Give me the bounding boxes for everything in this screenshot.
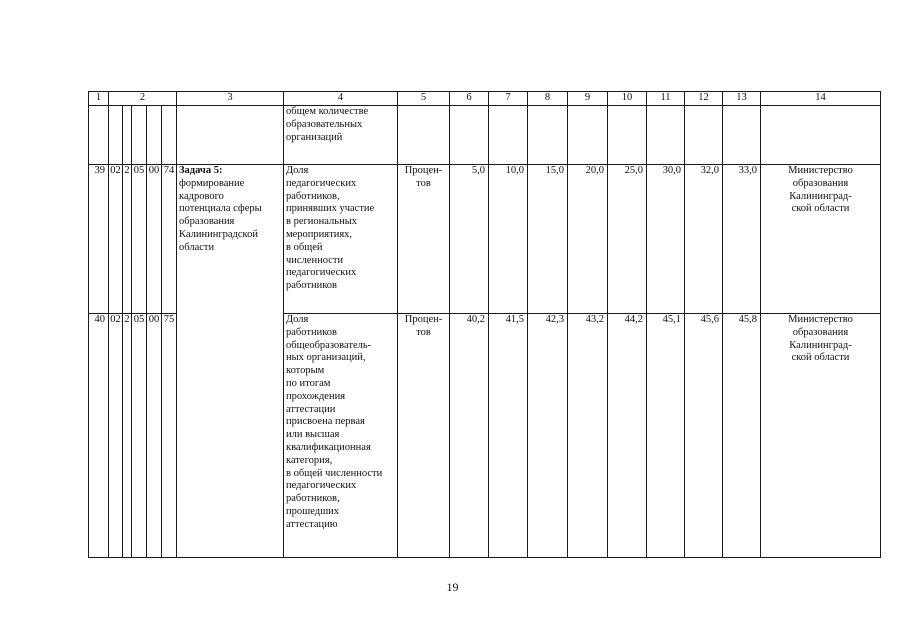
row-number-cell: 39 xyxy=(89,165,109,314)
code-cell: 00 xyxy=(147,314,162,558)
value-cell: 15,0 xyxy=(528,165,568,314)
value-cell: 45,1 xyxy=(647,314,685,558)
value-cell: 45,6 xyxy=(685,314,723,558)
table-cell xyxy=(450,106,489,165)
table-cell xyxy=(109,106,123,165)
table-cell xyxy=(723,106,761,165)
code-cell: 00 xyxy=(147,165,162,314)
header-cell: 4 xyxy=(284,92,398,106)
header-cell: 14 xyxy=(761,92,881,106)
header-cell: 3 xyxy=(177,92,284,106)
code-cell: 2 xyxy=(123,314,132,558)
header-cell: 6 xyxy=(450,92,489,106)
value-cell: 33,0 xyxy=(723,165,761,314)
task-description: формирование кадрового потенциала сферы образования Калининградской области xyxy=(179,177,262,253)
code-cell: 02 xyxy=(109,314,123,558)
value-cell: 41,5 xyxy=(489,314,528,558)
value-cell: 43,2 xyxy=(568,314,608,558)
header-cell: 8 xyxy=(528,92,568,106)
table-cell xyxy=(89,106,109,165)
table-cell xyxy=(528,106,568,165)
row-number-cell: 40 xyxy=(89,314,109,558)
value-cell: 40,2 xyxy=(450,314,489,558)
table-cell xyxy=(162,106,177,165)
table-row-continuation xyxy=(89,106,881,165)
unit-cell: Процен- тов xyxy=(398,314,450,558)
table-row-39 xyxy=(89,165,881,314)
code-cell: 05 xyxy=(132,165,147,314)
table-cell xyxy=(568,106,608,165)
value-cell: 10,0 xyxy=(489,165,528,314)
responsible-cell: Министерство образования Калининград- ской области xyxy=(761,165,881,314)
task-cell xyxy=(177,165,284,558)
table-cell xyxy=(761,106,881,165)
value-cell: 45,8 xyxy=(723,314,761,558)
table-cell xyxy=(608,106,647,165)
header-row xyxy=(89,92,881,106)
header-cell: 11 xyxy=(647,92,685,106)
value-cell: 25,0 xyxy=(608,165,647,314)
code-cell: 74 xyxy=(162,165,177,314)
header-cell: 13 xyxy=(723,92,761,106)
header-cell: 5 xyxy=(398,92,450,106)
header-cell: 12 xyxy=(685,92,723,106)
value-cell: 42,3 xyxy=(528,314,568,558)
value-cell: 20,0 xyxy=(568,165,608,314)
header-cell: 1 xyxy=(89,92,109,106)
code-cell: 05 xyxy=(132,314,147,558)
table-cell xyxy=(685,106,723,165)
indicators-table xyxy=(88,91,881,558)
responsible-cell: Министерство образования Калининград- ской области xyxy=(761,314,881,558)
table-cell xyxy=(177,106,284,165)
indicator-cell: Доля педагогических работников, принявших участие в региональных мероприятиях, в общей численности педагогических работников xyxy=(284,165,398,314)
value-cell: 32,0 xyxy=(685,165,723,314)
header-cell: 2 xyxy=(109,92,177,106)
value-cell: 44,2 xyxy=(608,314,647,558)
indicator-cell: Доля работников общеобразователь- ных организаций, которым по итогам прохождения аттестации присвоена первая или высшая квалификационная категория, в общей численности педагогических работников, прошедших аттестацию xyxy=(284,314,398,558)
header-cell: 9 xyxy=(568,92,608,106)
code-cell: 2 xyxy=(123,165,132,314)
unit-cell: Процен- тов xyxy=(398,165,450,314)
task-title: Задача 5: xyxy=(179,165,223,176)
value-cell: 30,0 xyxy=(647,165,685,314)
code-cell: 75 xyxy=(162,314,177,558)
page-number: 19 xyxy=(446,580,459,594)
header-cell: 7 xyxy=(489,92,528,106)
header-cell: 10 xyxy=(608,92,647,106)
indicator-cell: общем количестве образовательных организаций xyxy=(284,106,398,165)
code-cell: 02 xyxy=(109,165,123,314)
table-cell xyxy=(647,106,685,165)
table-cell xyxy=(132,106,147,165)
table-cell xyxy=(147,106,162,165)
table-cell xyxy=(489,106,528,165)
table-cell xyxy=(123,106,132,165)
value-cell: 5,0 xyxy=(450,165,489,314)
table-cell xyxy=(398,106,450,165)
